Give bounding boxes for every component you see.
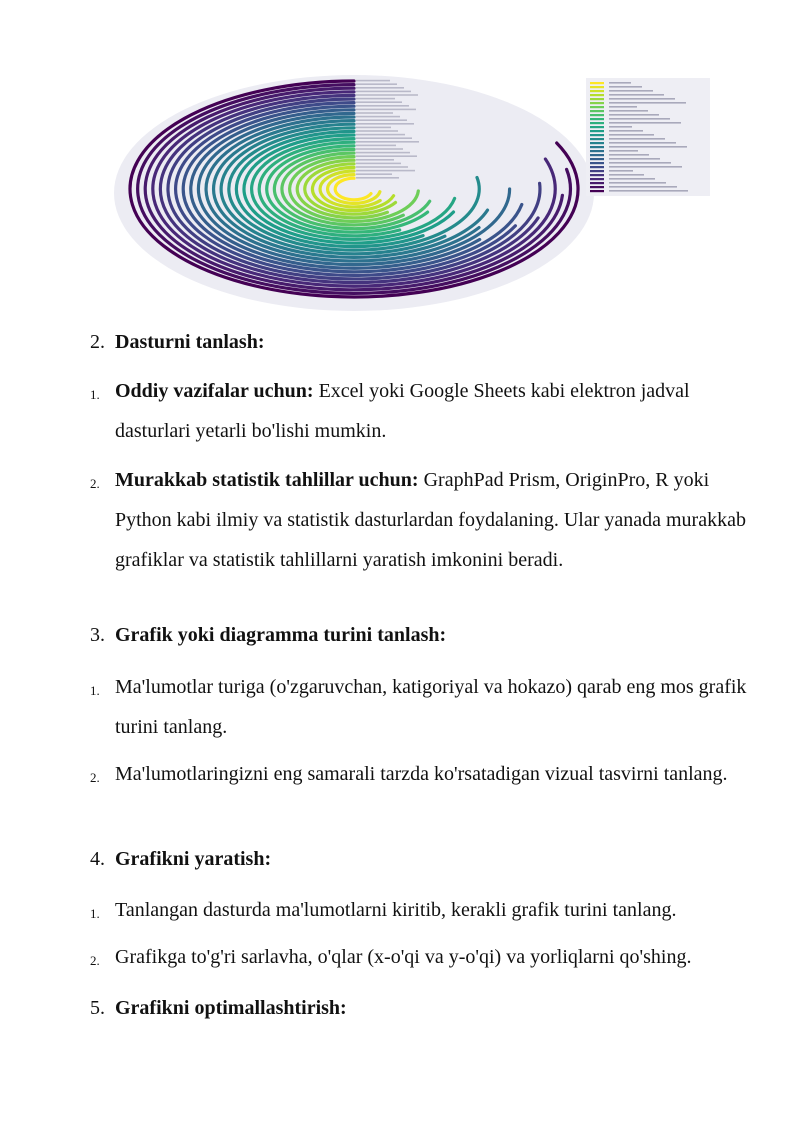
section-number: 5. [90, 997, 105, 1019]
chart-arc-label-line [356, 141, 419, 143]
chart-legend-label-line [609, 118, 670, 120]
chart-legend-swatch [590, 166, 604, 168]
chart-arc-label-line [356, 109, 416, 111]
chart-legend-swatch [590, 106, 604, 108]
chart-legend-swatch [590, 178, 604, 180]
chart-legend-label-line [609, 146, 687, 148]
chart-legend-swatch [590, 174, 604, 176]
chart-legend-swatch [590, 190, 604, 192]
chart-legend-label-line [609, 110, 648, 112]
chart-legend-label-line [609, 94, 664, 96]
list-item-text: Grafikga to'g'ri sarlavha, o'qlar (x-o'qi va y-o'qi) va yorliqlarni qo'shing. [115, 946, 692, 968]
chart-legend-label-line [609, 186, 677, 188]
chart-legend-swatch [590, 122, 604, 124]
chart-legend-swatch [590, 130, 604, 132]
chart-arc-label-line [356, 87, 404, 89]
chart-legend-swatch [590, 82, 604, 84]
chart-arc-label-line [356, 116, 400, 118]
chart-arc-label-line [356, 91, 411, 93]
chart-legend-label-line [609, 178, 655, 180]
chart-legend-label-line [609, 162, 671, 164]
chart-legend-swatch [590, 170, 604, 172]
list-item [90, 754, 750, 794]
section-number: 3. [90, 624, 105, 646]
chart-legend-label-line [609, 98, 675, 100]
chart-arc-label-line [356, 170, 415, 172]
chart-arc-label-line [356, 148, 403, 150]
chart-arc-label-line [356, 105, 409, 107]
list-item [90, 937, 750, 977]
chart-legend-label-line [609, 126, 632, 128]
list-item-number: 2. [90, 770, 100, 785]
section-heading-4 [90, 846, 271, 872]
chart-legend-swatch [590, 146, 604, 148]
chart-legend-swatch [590, 158, 604, 160]
chart-legend-label-line [609, 86, 642, 88]
chart-arc-label-line [356, 145, 396, 147]
chart-legend-swatch [590, 186, 604, 188]
chart-legend-swatch [590, 126, 604, 128]
chart-legend-swatch [590, 162, 604, 164]
chart-legend-label-line [609, 106, 637, 108]
list-item [90, 371, 750, 451]
chart-legend-label-line [609, 138, 665, 140]
chart-arc-label-line [356, 83, 397, 85]
chart-legend-swatch [590, 114, 604, 116]
chart-legend-swatch [590, 138, 604, 140]
chart-arc-label-line [356, 130, 398, 132]
list-item [90, 890, 750, 930]
chart-legend-swatch [590, 98, 604, 100]
chart-arc-label-line [356, 152, 410, 154]
chart-arc-label-line [356, 137, 412, 139]
chart-legend-swatch [590, 154, 604, 156]
section-title: Grafik yoki diagramma turini tanlash: [115, 624, 447, 646]
chart-arc-label-line [356, 177, 399, 179]
chart-legend-label-line [609, 130, 643, 132]
list-item-number: 1. [90, 906, 100, 921]
chart-legend-label-line [609, 182, 666, 184]
list-item-number: 2. [90, 476, 100, 491]
chart-arc-label-line [356, 98, 395, 100]
list-item-text: Ma'lumotlaringizni eng samarali tarzda ko'rsatadigan vizual tasvirni tanlang. [115, 763, 728, 785]
list-item-number: 2. [90, 953, 100, 968]
chart-arc-label-line [356, 123, 414, 125]
chart-legend-label-line [609, 122, 681, 124]
section-heading-3 [90, 622, 446, 648]
chart-legend-swatch [590, 134, 604, 136]
chart-arc-label-line [356, 94, 418, 96]
chart-legend-label-line [609, 134, 654, 136]
chart-arc-label-line [356, 173, 392, 175]
chart-legend-label-line [609, 190, 688, 192]
chart-legend-label-line [609, 102, 686, 104]
chart-legend-label-line [609, 142, 676, 144]
list-item-number: 1. [90, 387, 100, 402]
chart-legend-swatch [590, 86, 604, 88]
chart-legend-swatch [590, 182, 604, 184]
chart-legend-label-line [609, 174, 644, 176]
chart-arc-label-line [356, 119, 407, 121]
section-number: 4. [90, 848, 105, 870]
chart-arc-label-line [356, 112, 393, 114]
chart-arc-label-line [356, 163, 401, 165]
chart-arc-label-line [356, 80, 390, 82]
chart-legend-label-line [609, 90, 653, 92]
list-item-bold-lead: Oddiy vazifalar uchun: [115, 380, 314, 402]
section-heading-2 [90, 329, 264, 355]
list-item [90, 667, 750, 747]
list-item-text: GraphPad Prism, OriginPro, R yoki Python kabi ilmiy va statistik dasturlardan foydalaning. Ular yanada murakkab grafiklar va statistik tahlillarni yaratish imkonini beradi. [115, 469, 746, 571]
radial-bar-chart-image [112, 70, 712, 315]
list-item-text: Tanlangan dasturda ma'lumotlarni kiritib, kerakli grafik turini tanlang. [115, 899, 677, 921]
chart-legend-label-line [609, 170, 633, 172]
chart-legend-swatch [590, 110, 604, 112]
list-item-bold-lead: Murakkab statistik tahlillar uchun: [115, 469, 419, 491]
chart-legend-label-line [609, 166, 682, 168]
list-item-text: Ma'lumotlar turiga (o'zgaruvchan, katigoriyal va hokazo) qarab eng mos grafik turini tanlang. [115, 676, 747, 738]
chart-arc-label-line [356, 127, 391, 129]
section-title: Grafikni optimallashtirish: [115, 997, 347, 1019]
section-number: 2. [90, 331, 105, 353]
section-title: Dasturni tanlash: [115, 331, 265, 353]
chart-legend-label-line [609, 158, 660, 160]
chart-arc-label-line [356, 159, 394, 161]
list-item-text: Excel yoki Google Sheets kabi elektron jadval dasturlari yetarli bo'lishi mumkin. [115, 380, 690, 442]
chart-arc-label-line [356, 155, 417, 157]
chart-legend-label-line [609, 150, 638, 152]
chart-legend-swatch [590, 94, 604, 96]
list-item-number: 1. [90, 683, 100, 698]
chart-arc-label-line [356, 101, 402, 103]
list-item [90, 460, 750, 580]
chart-legend-swatch [590, 102, 604, 104]
chart-legend-swatch [590, 142, 604, 144]
chart-legend-swatch [590, 90, 604, 92]
chart-legend-label-line [609, 82, 631, 84]
chart-legend-swatch [590, 118, 604, 120]
chart-legend-label-line [609, 114, 659, 116]
chart-arc-label-line [356, 166, 408, 168]
chart-legend-label-line [609, 154, 649, 156]
chart-legend-swatch [590, 150, 604, 152]
chart-arc-label-line [356, 134, 405, 136]
section-title: Grafikni yaratish: [115, 848, 272, 870]
radial-bar-chart-graphic [112, 70, 712, 315]
section-heading-5 [90, 995, 347, 1021]
